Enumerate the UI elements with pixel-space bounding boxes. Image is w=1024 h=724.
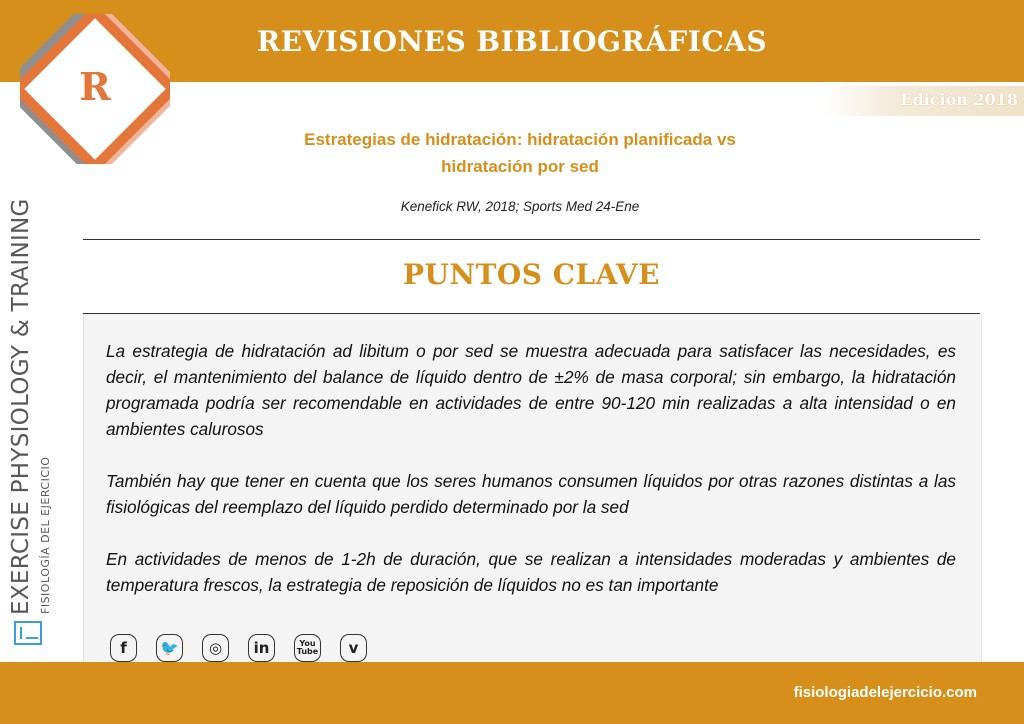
fe-logo-icon [14, 621, 42, 645]
edition-badge [824, 86, 1024, 116]
facebook-icon[interactable]: f [110, 634, 137, 662]
vimeo-icon[interactable]: v [340, 634, 367, 662]
article-title-line-2: hidratación por sed [441, 157, 599, 176]
youtube-icon-top: You [299, 639, 316, 648]
sidebar-brand-title: EXERCISE PHYSIOLOGY & TRAINING [8, 198, 34, 615]
linkedin-icon[interactable]: in [248, 634, 275, 662]
banner-title: REVISIONES BIBLIOGRÁFICAS [256, 25, 768, 58]
key-point-paragraph-1: La estrategia de hidratación ad libitum o por sed se muestra adecuada para satisfacer las necesidades, es decir, el mantenimiento del balance de líquido dentro de ±2% de masa corporal; sin embargo, la hidratación programada podría ser recomendable en actividades de entre 90-120 min realizadas a alta intensidad o en ambientes calurosos [106, 341, 956, 439]
instagram-icon[interactable]: ◎ [202, 634, 229, 662]
article-title [240, 126, 800, 180]
section-heading: PUNTOS CLAVE [403, 258, 660, 291]
article-title-line-1: Estrategias de hidratación: hidratación planificada vs [304, 130, 736, 149]
key-points-box [83, 314, 982, 662]
revisiones-logo [20, 14, 170, 164]
key-point-paragraph-2: También hay que tener en cuenta que los seres humanos consumen líquidos por otras razones distintas a las fisiológicas del reemplazo del líquido perdido determinado por la sed [106, 471, 956, 517]
article-citation: Kenefick RW, 2018; Sports Med 24-Ene [400, 199, 640, 214]
twitter-icon[interactable]: 🐦 [156, 634, 183, 662]
footer-website-link[interactable]: fisiologiadelejercicio.com [793, 684, 977, 701]
youtube-icon-bottom: Tube [296, 647, 319, 656]
youtube-icon[interactable] [294, 634, 321, 662]
sidebar-brand [8, 198, 68, 645]
key-point-paragraph-3: En actividades de menos de 1-2h de duración, que se realizan a intensidades moderadas y ambientes de temperatura frescos, la estrategia de reposición de líquidos no es tan importante [106, 549, 956, 595]
sidebar-brand-subtitle: FISIOLOGÍA DEL EJERCICIO [39, 456, 52, 614]
divider-top [83, 239, 980, 240]
footer-bar [0, 662, 1024, 724]
logo-letter: R [79, 64, 111, 109]
edition-label: Edición 2018 [900, 90, 1018, 109]
